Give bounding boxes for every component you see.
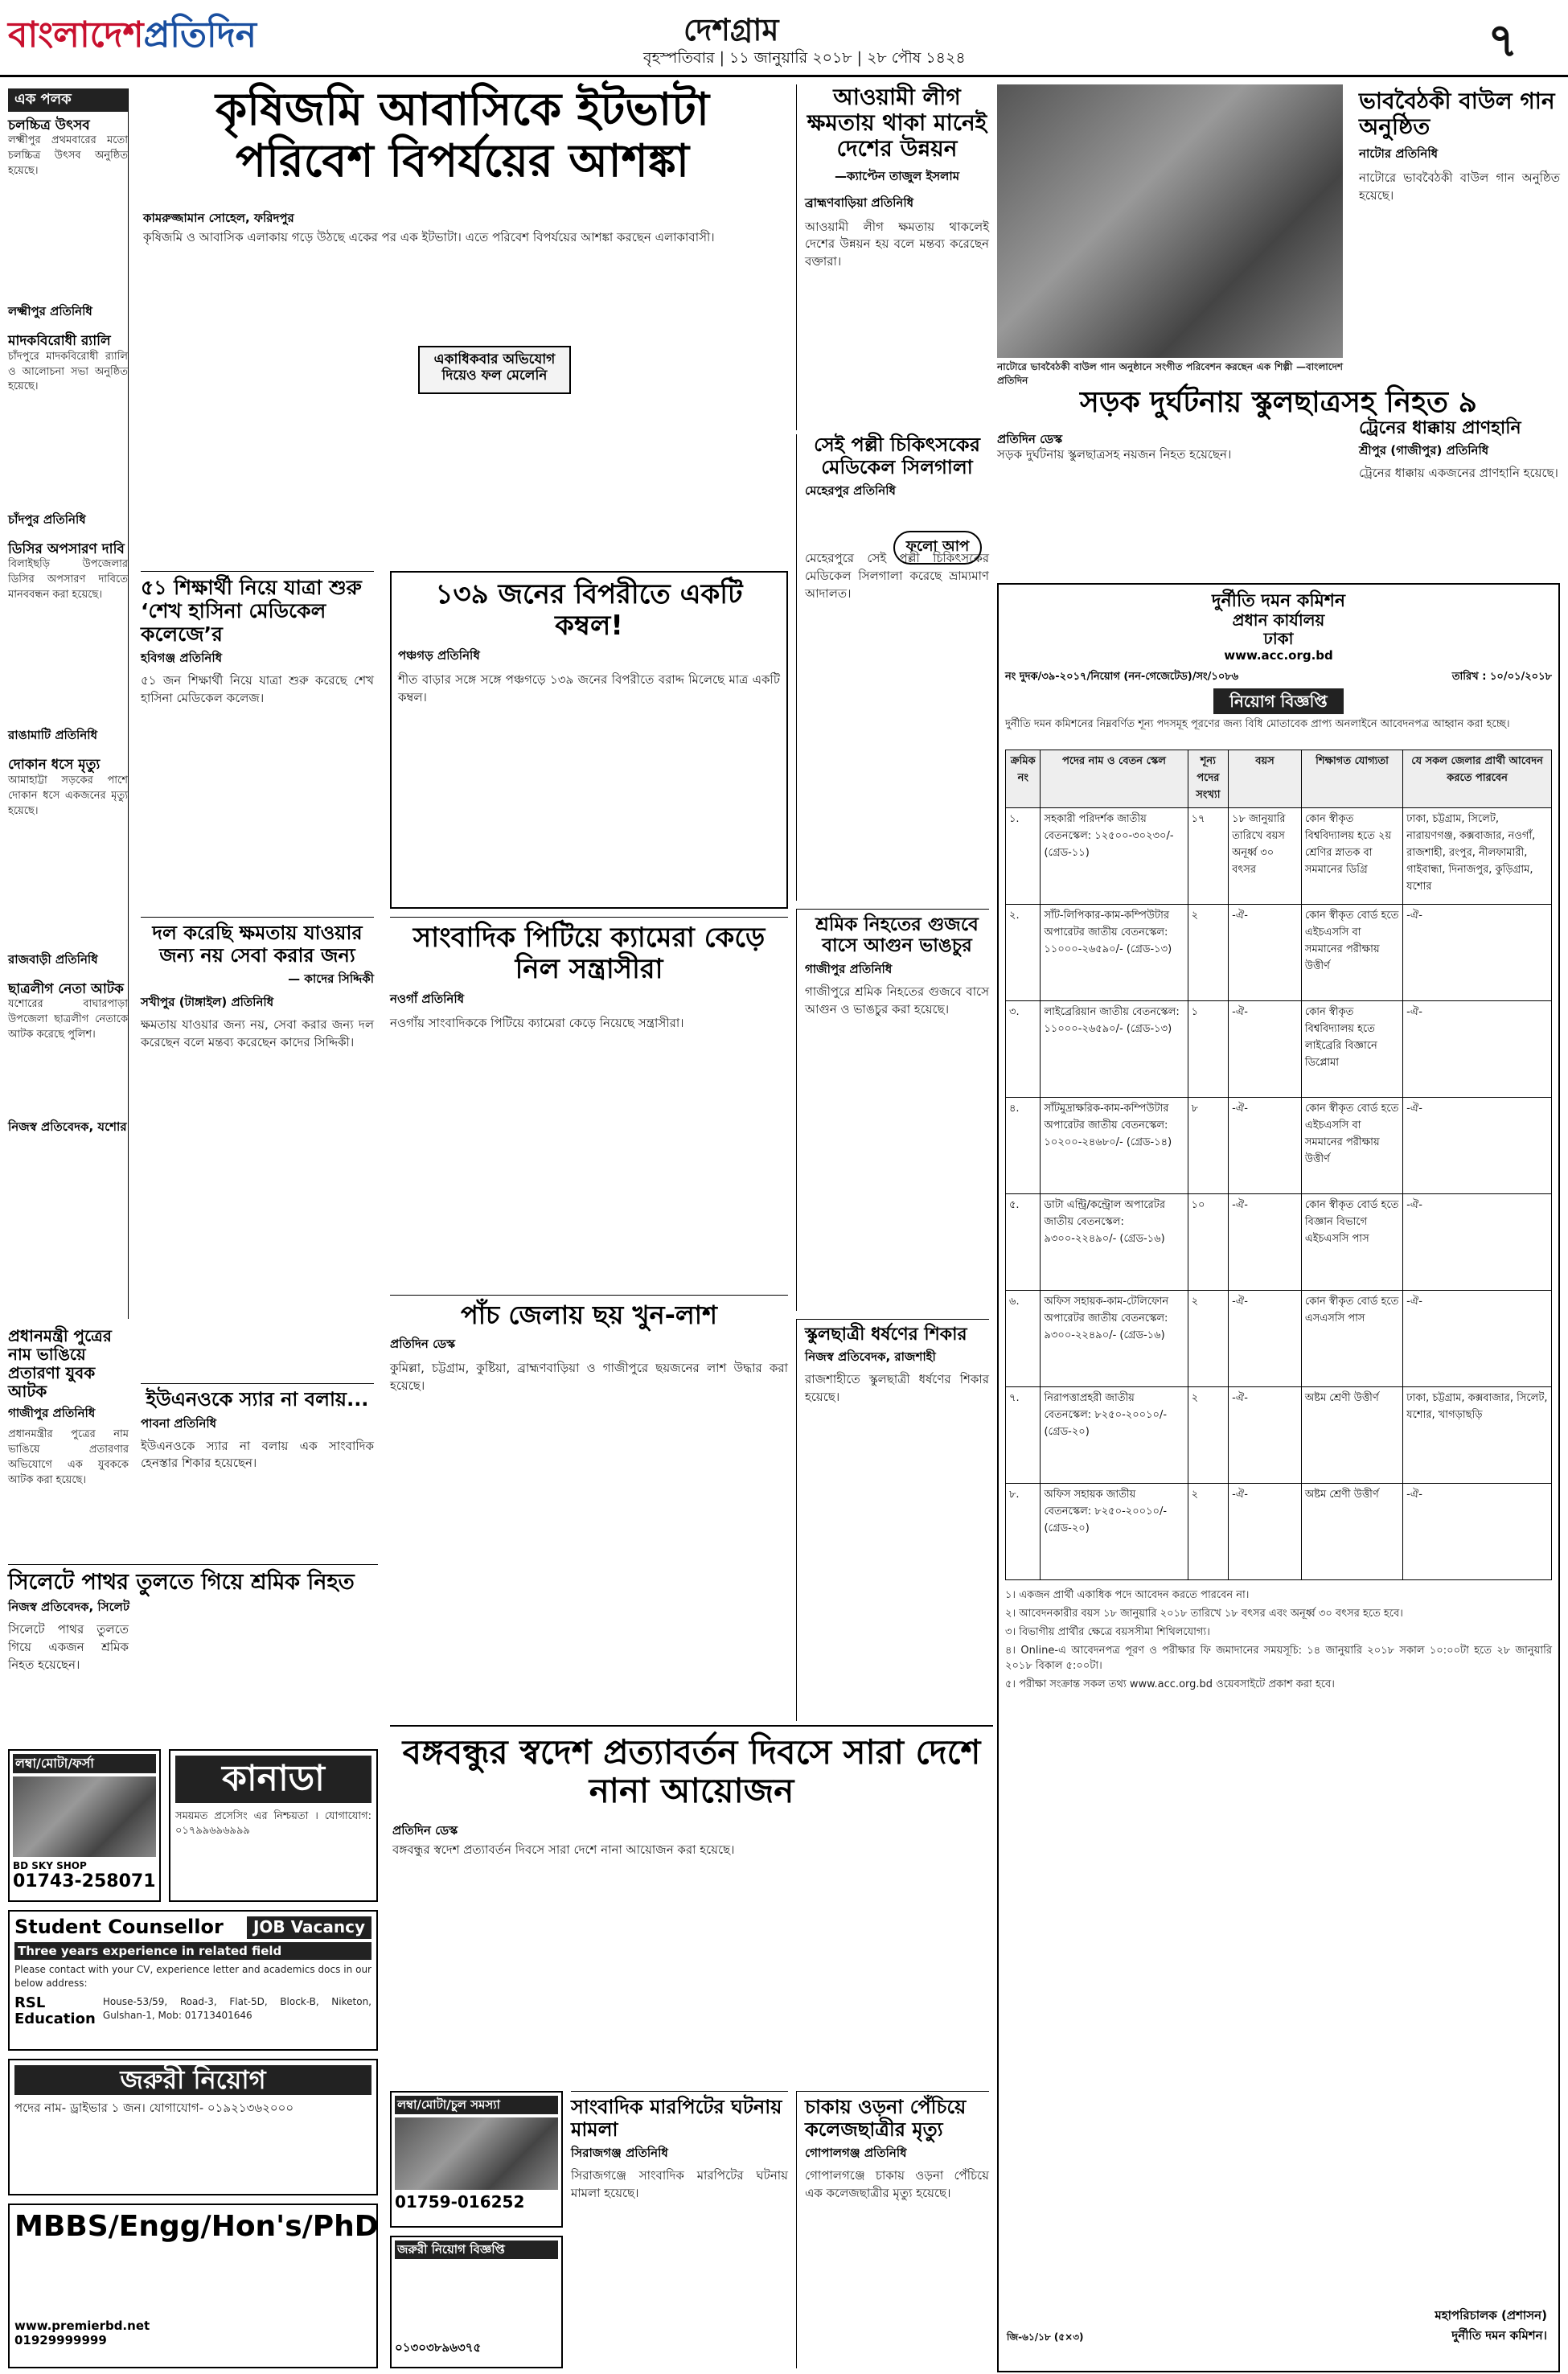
party-place: সখীপুর (টাঙ্গাইল) প্রতিনিধি	[141, 995, 274, 1010]
notice-signatory-org: দুর্নীতি দমন কমিশন।	[1451, 2328, 1547, 2343]
notice-rule: ২। আবেদনকারীর বয়স ১৮ জানুয়ারি ২০১৮ তারিখে ১৮ বৎসর এবং অনূর্ধ্ব ৩০ বৎসর হতে হবে।	[1005, 1608, 1403, 1620]
table-cell: ৫.	[1006, 1194, 1041, 1291]
table-cell: ২	[1188, 1484, 1229, 1580]
baul-story: ভাববৈঠকী বাউল গান অনুষ্ঠিত নাটোর প্রতিনিধি নাটোরে ভাববৈঠকী বাউল গান অনুষ্ঠিত হয়েছে।	[1359, 88, 1560, 203]
section-title: দেশগ্রাম	[683, 11, 779, 47]
baul-photo	[997, 84, 1343, 358]
girl-story: স্কুলছাত্রী ধর্ষণের শিকার নিজস্ব প্রতিবেদক, রাজশাহী রাজশাহীতে স্কুলছাত্রী ধর্ষণের শিকার হয়েছে।	[796, 1319, 989, 1721]
uno-story: ইউএনওকে স্যার না বলায়... পাবনা প্রতিনিধি ইউএনওকে স্যার না বলায় এক সাংবাদিক হেনস্তার শিকার হয়েছেন।	[141, 1383, 374, 1745]
party-speaker: — কাদের সিদ্দিকী	[288, 971, 374, 987]
masthead	[0, 0, 1568, 77]
sidebar-item: চলচ্চিত্র উৎসব লক্ষ্মীপুর প্রথমবারের মতো চলচ্চিত্র উৎসব অনুষ্ঠিত হয়েছে। লক্ষ্মীপুর প্রতিনিধি	[8, 118, 128, 323]
table-cell: কোন স্বীকৃত বিশ্ববিদ্যালয় হতে ২য় শ্রেণির স্নাতক বা সমমানের ডিগ্রি	[1301, 808, 1402, 905]
notice-code: জি-৬১/১৮ (৫×৩)	[1007, 2331, 1084, 2343]
bangabandhu-headline	[390, 1725, 993, 1813]
sidebar-item: মাদকবিরোধী র‍্যালি চাঁদপুরে মাদকবিরোধী র‍্যালি ও আলোচনা সভা অনুষ্ঠিত হয়েছে। চাঁদপুর প্রতিনিধি	[8, 334, 128, 531]
stone-place: নিজস্ব প্রতিবেদক, সিলেট	[8, 1600, 130, 1615]
table-cell: কোন স্বীকৃত বোর্ড হতে বিজ্ঞান বিভাগে এইচএসসি পাস	[1301, 1194, 1402, 1291]
table-cell: ১.	[1006, 808, 1041, 905]
camera-title: সাংবাদিক পিটিয়ে ক্যামেরা কেড়ে নিল সন্ত্রাসীরা	[413, 922, 766, 986]
baul-place: নাটোর প্রতিনিধি	[1359, 146, 1439, 162]
stone-story: সিলেটে পাথর তুলতে গিয়ে শ্রমিক নিহত নিজস্ব প্রতিবেদক, সিলেট সিলেটে পাথর তুলতে গিয়ে একজন শ্রমিক নিহত হয়েছেন।	[8, 1564, 378, 1741]
table-cell: কোন স্বীকৃত বোর্ড হতে এইচএসসি বা সমমানের পরীক্ষায় উত্তীর্ণ	[1301, 905, 1402, 1001]
quote-story-place: ব্রাহ্মণবাড়িয়া প্রতিনিধি	[805, 195, 914, 210]
table-cell: ঢাকা, চট্টগ্রাম, কক্সবাজার, সিলেট, যশোর, খাগড়াছড়ি	[1403, 1387, 1552, 1484]
notice-rule: ৫। পরীক্ষা সংক্রান্ত সকল তথ্য www.acc.org.bd ওয়েবসাইটে প্রকাশ করা হবে।	[1005, 1678, 1335, 1690]
table-row	[1006, 808, 1552, 905]
followup-badge: ফলো আপ	[893, 531, 982, 565]
quote-story: আওয়ামী লীগ ক্ষমতায় থাকা মানেই দেশের উন্নয়ন —ক্যাপ্টেন তাজুল ইসলাম ব্রাহ্মণবাড়িয়া প্রতিনিধি আওয়ামী লীগ ক্ষমতায় থাকলেই দেশের উন্নয়ন হয় বলে মন্তব্য করেছেন বক্তারা।	[796, 84, 989, 430]
sidebar-item: ডিসির অপসারণ দাবি বিলাইছড়ি উপজেলার ডিসির অপসারণ দাবিতে মানববন্ধন করা হয়েছে। রাঙামাটি প্রতিনিধি	[8, 542, 128, 747]
quote-speaker: —ক্যাপ্টেন তাজুল ইসলাম	[834, 168, 960, 183]
table-cell: -ঐ-	[1403, 1001, 1552, 1098]
page-number: ৭	[1488, 13, 1518, 68]
table-cell: -ঐ-	[1403, 1098, 1552, 1194]
medical-title: ৫১ শিক্ষার্থী নিয়ে যাত্রা শুরু ‘শেখ হাসিনা মেডিকেল কলেজে’র	[141, 576, 362, 646]
table-cell: ২	[1188, 1387, 1229, 1484]
table-cell: অষ্টম শ্রেণী উত্তীর্ণ	[1301, 1387, 1402, 1484]
table-cell: -ঐ-	[1403, 905, 1552, 1001]
camera-place: নওগাঁ প্রতিনিধি	[390, 992, 465, 1007]
notice-rule: ৪। Online-এ আবেদনপত্র পূরণ ও পরীক্ষার ফি জমাদানের সময়সূচি: ১৪ জানুয়ারি ২০১৮ সকাল ১০:০০টা হতে ২৮ জানুয়ারি ২০১৮ বিকাল ৫:০০টা।	[1005, 1644, 1552, 1672]
journalist-place: সিরাজগঞ্জ প্রতিনিধি	[571, 2146, 668, 2161]
medical-college-story: ৫১ শিক্ষার্থী নিয়ে যাত্রা শুরু ‘শেখ হাসিনা মেডিকেল কলেজে’র হবিগঞ্জ প্রতিনিধি ৫১ জন শিক্ষার্থী নিয়ে যাত্রা শুরু করেছে শেখ হাসিনা মেডিকেল কলেজ।	[141, 571, 374, 909]
uno-title: ইউএনওকে স্যার না বলায়...	[146, 1388, 369, 1411]
table-cell: ৮	[1188, 1098, 1229, 1194]
table-cell: অষ্টম শ্রেণী উত্তীর্ণ	[1301, 1484, 1402, 1580]
uno-place: পাবনা প্রতিনিধি	[141, 1415, 217, 1431]
photo-caption: নাটোরে ভাববৈঠকী বাউল গান অনুষ্ঠানে সংগীত পরিবেশন করছেন এক শিল্পী —বাংলাদেশ প্রতিদিন	[997, 361, 1343, 387]
table-cell: সহকারী পরিদর্শক জাতীয় বেতনস্কেল: ১২৫০০-৩০২৩০/- (গ্রেড-১১)	[1041, 808, 1188, 905]
main-story-headline	[141, 84, 784, 197]
bangabandhu-place: প্রতিদিন ডেস্ক	[392, 1823, 458, 1838]
pm-son-title: প্রধানমন্ত্রী পুত্রের নাম ভাঙিয়ে প্রতারণা যুবক আটক	[8, 1326, 112, 1401]
table-cell: সাঁটমুদ্রাক্ষরিক-কাম-কম্পিউটার অপারেটর জাতীয় বেতনস্কেল: ১০২০০-২৪৬৮০/- (গ্রেড-১৪)	[1041, 1098, 1188, 1194]
table-cell: ১৭	[1188, 808, 1229, 905]
bangabandhu-title: বঙ্গবন্ধুর স্বদেশ প্রত্যাবর্তন দিবসে সারা দেশে নানা আয়োজন	[402, 1732, 981, 1811]
bus-story: শ্রমিক নিহতের গুজবে বাসে আগুন ভাঙচুর গাজীপুর প্রতিনিধি গাজীপুরে শ্রমিক নিহতের গুজবে বাসে আগুন ও ভাঙচুর করা হয়েছে।	[796, 909, 989, 1311]
table-cell: -ঐ-	[1229, 1098, 1302, 1194]
bus-place: গাজীপুর প্রতিনিধি	[805, 961, 893, 976]
road-place: প্রতিদিন ডেস্ক	[997, 432, 1063, 446]
ad-mbbs: MBBS/Engg/Hon's/PhD www.premierbd.net 01929999999	[8, 2204, 378, 2368]
train-story: ট্রেনের ধাক্কায় প্রাণহানি শ্রীপুর (গাজীপুর) প্রতিনিধি ট্রেনের ধাক্কায় একজনের প্রাণহানি হয়েছে।	[1359, 418, 1560, 579]
sidebar-item-place: রাজবাড়ী প্রতিনিধি	[8, 951, 98, 967]
table-cell: কোন স্বীকৃত বিশ্ববিদ্যালয় হতে লাইব্রেরি বিজ্ঞানে ডিপ্লোমা	[1301, 1001, 1402, 1098]
sidebar-item-place: নিজস্ব প্রতিবেদক, যশোর	[8, 1119, 127, 1135]
table-cell: -ঐ-	[1229, 1001, 1302, 1098]
table-cell: কোন স্বীকৃত বোর্ড হতে এসএসসি পাস	[1301, 1291, 1402, 1387]
table-cell: ৪.	[1006, 1098, 1041, 1194]
table-cell: ৬.	[1006, 1291, 1041, 1387]
table-cell: -ঐ-	[1403, 1291, 1552, 1387]
party-title: দল করেছি ক্ষমতায় যাওয়ার জন্য নয় সেবা করার জন্য	[152, 922, 363, 967]
quote-story-title: আওয়ামী লীগ ক্ষমতায় থাকা মানেই দেশের উন্নয়ন	[807, 84, 987, 162]
doctor-title: সেই পল্লী চিকিৎসকের মেডিকেল সিলগালা	[814, 433, 980, 478]
notice-city: ঢাকা	[1263, 629, 1294, 649]
girl-place: নিজস্ব প্রতিবেদক, রাজশাহী	[805, 1349, 936, 1365]
sidebar-ek-polok	[8, 88, 129, 1319]
table-header: শূন্য পদের সংখ্যা	[1188, 750, 1229, 808]
notice-rules	[1005, 1588, 1552, 1692]
table-cell: -ঐ-	[1229, 1484, 1302, 1580]
five-dist-place: প্রতিদিন ডেস্ক	[390, 1336, 456, 1351]
table-cell: ৩.	[1006, 1001, 1041, 1098]
orna-title: চাকায় ওড়না পেঁচিয়ে কলেজছাত্রীর মৃত্যু	[805, 2096, 967, 2141]
notice-org: দুর্নীতি দমন কমিশন	[1211, 591, 1346, 611]
train-place: শ্রীপুর (গাজীপুর) প্রতিনিধি	[1359, 443, 1489, 458]
table-header: ক্রমিক নং	[1006, 750, 1041, 808]
doctor-story: সেই পল্লী চিকিৎসকের মেডিকেল সিলগালা মেহেরপুর প্রতিনিধি ফলো আপ মেহেরপুরে সেই পল্লী চিকিৎসকের মেডিকেল সিলগালা করেছে ভ্রাম্যমাণ আদালত।	[796, 434, 989, 901]
train-title: ট্রেনের ধাক্কায় প্রাণহানি	[1359, 418, 1521, 438]
road-body: সড়ক দুর্ঘটনায় স্কুলছাত্রসহ নয়জন নিহত হয়েছেন।	[997, 447, 1232, 462]
table-row	[1006, 1387, 1552, 1484]
table-cell: -ঐ-	[1229, 905, 1302, 1001]
journalist-title: সাংবাদিক মারপিটের ঘটনায় মামলা	[571, 2096, 782, 2141]
table-header: পদের নাম ও বেতন স্কেল	[1041, 750, 1188, 808]
sidebar-item: ছাত্রলীগ নেতা আটক যশোরের বাঘারপাড়া উপজেলা ছাত্রলীগ নেতাকে আটক করেছে পুলিশ। নিজস্ব প্রতিবেদক, যশোর	[8, 982, 128, 1139]
table-cell: ঢাকা, চট্টগ্রাম, সিলেট, নারায়ণগঞ্জ, কক্সবাজার, নওগাঁ, রাজশাহী, রংপুর, নীলফামারী, গাইবান্ধা, দিনাজপুর, কুড়িগ্রাম, যশোর	[1403, 808, 1552, 905]
notice-office: প্রধান কার্যালয়	[1232, 610, 1325, 630]
bangabandhu-body: বঙ্গবন্ধুর স্বদেশ প্রত্যাবর্তন দিবসে সারা দেশে নানা আয়োজন করা হয়েছে।	[392, 1842, 735, 1857]
notice-title: নিয়োগ বিজ্ঞপ্তি	[1213, 688, 1344, 714]
main-story-body: কৃষিজমি ও আবাসিক এলাকায় গড়ে উঠছে একের পর এক ইটভাটা। এতে পরিবেশ বিপর্যয়ের আশঙ্কা করছেন এলাকাবাসী।	[143, 230, 715, 244]
acc-notice	[997, 583, 1560, 2372]
table-row	[1006, 1484, 1552, 1580]
table-cell: -ঐ-	[1229, 1291, 1302, 1387]
notice-web: www.acc.org.bd	[1224, 648, 1333, 663]
doctor-place: মেহেরপুর প্রতিনিধি	[805, 483, 896, 499]
table-cell: অফিস সহায়ক জাতীয় বেতনস্কেল: ৮২৫০-২০০১০/- (গ্রেড-২০)	[1041, 1484, 1188, 1580]
newspaper-logo: বাংলাদেশপ্রতিদিন	[8, 14, 257, 55]
orna-story: চাকায় ওড়না পেঁচিয়ে কলেজছাত্রীর মৃত্যু গোপালগঞ্জ প্রতিনিধি গোপালগঞ্জে চাকায় ওড়না পেঁচিয়ে এক কলেজছাত্রীর মৃত্যু হয়েছে।	[796, 2091, 989, 2368]
sidebar-item-place: রাঙামাটি প্রতিনিধি	[8, 728, 98, 743]
five-dist-title: পাঁচ জেলায় ছয় খুন-লাশ	[461, 1300, 717, 1330]
table-row	[1006, 1001, 1552, 1098]
ad-counsellor: Student Counsellor JOB Vacancy Three years experience in related field Please contact with your CV, experience letter and academics docs in our below address: RSL Education House-53/59, Road-3, Flat-5D, Block-B, Niketon, Gulshan-1, Mob: 01713401646	[8, 1910, 378, 2051]
notice-memo-date: তারিখ : ১০/০১/২০১৮	[1451, 671, 1552, 684]
table-cell: ৭.	[1006, 1387, 1041, 1484]
journalist-story: সাংবাদিক মারপিটের ঘটনায় মামলা সিরাজগঞ্জ প্রতিনিধি সিরাজগঞ্জে সাংবাদিক মারপিটের ঘটনায় মামলা হয়েছে।	[571, 2091, 788, 2368]
sidebar-item-place: চাঁদপুর প্রতিনিধি	[8, 511, 86, 527]
main-story-byline: কামরুজ্জামান সোহেল, ফরিদপুর	[143, 211, 294, 225]
table-row	[1006, 1291, 1552, 1387]
stone-title: সিলেটে পাথর তুলতে গিয়ে শ্রমিক নিহত	[8, 1570, 355, 1595]
bus-title: শ্রমিক নিহতের গুজবে বাসে আগুন ভাঙচুর	[815, 914, 979, 957]
sidebar-label: এক পলক	[8, 88, 128, 112]
ad-lomba: লম্বা/মোটা/ফর্সা BD SKY SHOP 01743-258071	[8, 1749, 161, 1902]
table-cell: নিরাপত্তাপ্রহরী জাতীয় বেতনস্কেল: ৮২৫০-২০০১০/- (গ্রেড-২০)	[1041, 1387, 1188, 1484]
pm-son-place: গাজীপুর প্রতিনিধি	[8, 1406, 96, 1420]
table-cell: -ঐ-	[1229, 1194, 1302, 1291]
notice-rule: ১। একজন প্রার্থী একাধিক পদে আবেদন করতে পারবেন না।	[1005, 1589, 1250, 1602]
table-row	[1006, 905, 1552, 1001]
complaint-callout: একাধিকবার অভিযোগ দিয়েও ফল মেলেনি	[418, 346, 571, 394]
baul-title: ভাববৈঠকী বাউল গান অনুষ্ঠিত	[1359, 88, 1555, 141]
table-cell: ১৮ জানুয়ারি তারিখে বয়স অনূর্ধ্ব ৩০ বৎসর	[1229, 808, 1302, 905]
road-title: সড়ক দুর্ঘটনায় স্কুলছাত্রসহ নিহত ৯	[1080, 386, 1477, 419]
table-cell: কোন স্বীকৃত বোর্ড হতে এইচএসসি বা সমমানের পরীক্ষায় উত্তীর্ণ	[1301, 1098, 1402, 1194]
orna-place: গোপালগঞ্জ প্রতিনিধি	[805, 2146, 907, 2161]
blanket-title: ১৩৯ জনের বিপরীতে একটি কম্বল!	[435, 578, 743, 643]
sidebar-item-title: ছাত্রলীগ নেতা আটক	[8, 980, 124, 997]
table-cell: -ঐ-	[1229, 1387, 1302, 1484]
notice-memo: নং দুদক/৩৯-২০১৭/নিয়োগ (নন-গেজেটেড)/সং/১০৮৬	[1005, 671, 1239, 684]
issue-date: বৃহস্পতিবার | ১১ জানুয়ারি ২০১৮ | ২৮ পৌষ ১৪২৪	[643, 49, 966, 67]
party-story: দল করেছি ক্ষমতায় যাওয়ার জন্য নয় সেবা করার জন্য — কাদের সিদ্দিকী সখীপুর (টাঙ্গাইল) প্রতিনিধি ক্ষমতায় যাওয়ার জন্য নয়, সেবা করার জন্য দল করেছেন বলে মন্তব্য করেছেন কাদের সিদ্দিকী।	[141, 917, 374, 1375]
table-cell: ৮.	[1006, 1484, 1041, 1580]
sidebar-item-title: চলচ্চিত্র উৎসব	[8, 117, 90, 133]
table-cell: ২	[1188, 1291, 1229, 1387]
table-cell: সাঁট-লিপিকার-কাম-কম্পিউটার অপারেটর জাতীয় বেতনস্কেল: ১১০০০-২৬৫৯০/- (গ্রেড-১৩)	[1041, 905, 1188, 1001]
table-cell: -ঐ-	[1403, 1484, 1552, 1580]
camera-story: সাংবাদিক পিটিয়ে ক্যামেরা কেড়ে নিল সন্ত্রাসীরা নওগাঁ প্রতিনিধি নওগাঁয় সাংবাদিককে পিটিয়ে ক্যামেরা কেড়ে নিয়েছে সন্ত্রাসীরা।	[390, 917, 788, 1287]
notice-signatory: মহাপরিচালক (প্রশাসন)	[1435, 2308, 1547, 2323]
sidebar-item-place: লক্ষ্মীপুর প্রতিনিধি	[8, 304, 92, 319]
table-header: বয়স	[1229, 750, 1302, 808]
table-cell: অফিস সহায়ক-কাম-টেলিফোন অপারেটর জাতীয় বেতনস্কেল: ৯৩০০-২২৪৯০/- (গ্রেড-১৬)	[1041, 1291, 1188, 1387]
table-header: শিক্ষাগত যোগ্যতা	[1301, 750, 1402, 808]
table-cell: ১	[1188, 1001, 1229, 1098]
vacancy-table	[1005, 750, 1552, 1580]
table-row	[1006, 1098, 1552, 1194]
ad-jorui-niyog: জরুরী নিয়োগ পদের নাম- ড্রাইভার ১ জন। যোগাযোগ- ০১৯২১৩৬২০০০	[8, 2059, 378, 2195]
notice-intro: দুর্নীতি দমন কমিশনের নিম্নবর্ণিত শূন্য পদসমূহ পূরণের জন্য বিধি মোতাবেক প্রাপ্য অনলাইনে আবেদনপত্র আহ্বান করা হচ্ছে।	[1005, 718, 1510, 731]
sidebar-item-title: ডিসির অপসারণ দাবি	[8, 540, 125, 557]
table-cell: ২.	[1006, 905, 1041, 1001]
ad-canada: কানাডা সময়মত প্রসেসিং এর নিশ্চয়তা । যোগাযোগ: ০১৭৯৯৬৯৬৯৯৯	[169, 1749, 378, 1902]
ad-jorui-biggopti: জরুরী নিয়োগ বিজ্ঞপ্তি ০১৩০৩৮৯৬৩৭৫	[390, 2236, 563, 2368]
pm-son-story: প্রধানমন্ত্রী পুত্রের নাম ভাঙিয়ে প্রতারণা যুবক আটক গাজীপুর প্রতিনিধি প্রধানমন্ত্রীর পুত্রের নাম ভাঙিয়ে প্রতারণার অভিযোগে এক যুবককে আটক করা হয়েছে।	[8, 1326, 129, 1486]
sidebar-item: দোকান ধসে মৃত্যু আমাহাট্টা সড়কের পাশে দোকান ধসে একজনের মৃত্যু হয়েছে। রাজবাড়ী প্রতিনিধি	[8, 758, 128, 971]
sidebar-item-title: দোকান ধসে মৃত্যু	[8, 757, 101, 774]
table-cell: লাইব্রেরিয়ান জাতীয় বেতনস্কেল: ১১০০০-২৬৫৯০/- (গ্রেড-১৩)	[1041, 1001, 1188, 1098]
girl-title: স্কুলছাত্রী ধর্ষণের শিকার	[805, 1325, 967, 1345]
ad-lomba-chul: লম্বা/মোটা/চুল সমস্যা 01759-016252	[390, 2091, 563, 2228]
table-cell: -ঐ-	[1403, 1194, 1552, 1291]
notice-rule: ৩। বিভাগীয় প্রার্থীর ক্ষেত্রে বয়সসীমা শিথিলযোগ্য।	[1005, 1625, 1210, 1638]
table-cell: ১০	[1188, 1194, 1229, 1291]
table-header: যে সকল জেলার প্রার্থী আবেদন করতে পারবেন	[1403, 750, 1552, 808]
five-district-story: পাঁচ জেলায় ছয় খুন-লাশ প্রতিদিন ডেস্ক কুমিল্লা, চট্টগ্রাম, কুষ্টিয়া, ব্রাহ্মণবাড়িয়া ও গাজীপুরে ছয়জনের লাশ উদ্ধার করা হয়েছে।	[390, 1295, 788, 1713]
table-cell: ডাটা এন্ট্রি/কন্ট্রোল অপারেটর জাতীয় বেতনস্কেল: ৯৩০০-২২৪৯০/- (গ্রেড-১৬)	[1041, 1194, 1188, 1291]
sidebar-item-title: মাদকবিরোধী র‍্যালি	[8, 333, 111, 350]
main-story-title: কৃষিজমি আবাসিকে ইটভাটা পরিবেশ বিপর্যয়ের আশঙ্কা	[215, 84, 710, 188]
table-row	[1006, 1194, 1552, 1291]
blanket-story: ১৩৯ জনের বিপরীতে একটি কম্বল! পঞ্চগড় প্রতিনিধি শীত বাড়ার সঙ্গে সঙ্গে পঞ্চগড়ে ১৩৯ জনের বিপরীতে বরাদ্দ মিলেছে মাত্র একটি কম্বল।	[390, 571, 788, 909]
blanket-place: পঞ্চগড় প্রতিনিধি	[398, 648, 480, 663]
table-cell: ২	[1188, 905, 1229, 1001]
medical-place: হবিগঞ্জ প্রতিনিধি	[141, 651, 223, 666]
